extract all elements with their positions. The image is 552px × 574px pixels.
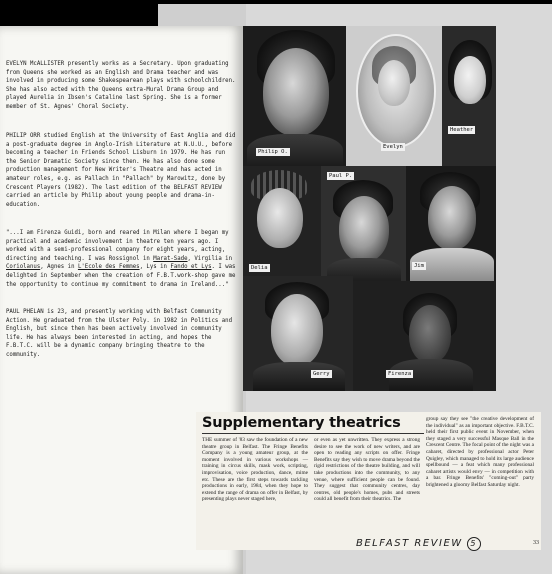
photo-evelyn [346, 26, 442, 166]
photo-label-evelyn: Evelyn [383, 144, 403, 150]
photo-jim [406, 166, 496, 281]
photo-firenza [353, 281, 496, 391]
play-title: Marat-Sade [153, 255, 188, 262]
bio-paul [6, 308, 238, 360]
photo-delia [243, 166, 321, 276]
title-rule [202, 433, 424, 434]
photo-heather [442, 26, 496, 166]
clipping-column-3-text: group say they see "the creative development of the individual" as an important objective. F.B.T.C. held their first public event in November, when they staged a very successful Masque Ball in the Crescent Centre. The focal point of the night was a cabaret, directed by professional actor Peter Quigley, which managed to hold its large audience spellbound — a feat which many professional cabaret artists would envy — in competition with a bar. Fringe Benefits' "coming-out" party brightened a gloomy Belfast Saturday night. [426, 416, 534, 488]
photo-label-philip: Philip O. [258, 149, 288, 155]
bio-evelyn-text: EVELYN McALLISTER presently works as a Secretary. Upon graduating from Queens she worked as an English and Drama teacher and was involved in producing some Shakespearean plays with schoolchildren. She has also acted with the Queens extra-Mural Drama Group and played Aurelia in Ibsen's Cataline last Spring. She is a former member of St. Agnes' Choral Society. [6, 61, 236, 110]
bio-firenza-part: , Virgilia in [187, 255, 233, 262]
bio-firenza-text [6, 229, 238, 289]
clipping-column-1-text: THE summer of '83 saw the foundation of a new theatre group in Belfast. The Fringe Benefits Company is a young amateur group, at the moment involved in various workshops — training in circus skills, mask work, scripting, improvisation, voice production, dance, mime etc. These are the first steps towards tackling productions in early, 1984, when they hope to extend the range of drama on offer in Belfast, by presenting plays never staged here, [202, 437, 308, 503]
bio-evelyn [6, 60, 238, 112]
photo-label-firenza: Firenza [388, 371, 412, 377]
clipping-column-2-text: or even as yet unwritten. They express a strong desire to see the work of new writers, and are open to reading any scripts on offer. Fringe Benefits say they wish to move drama beyond the rigid restrictions of the theatre building, and will take productions into the community, to any venue, where sufficient people can be found. They suggest that community centres, day centres, old people's homes, pubs and streets could all benefit from their theatrics. The [314, 437, 420, 503]
page-number: 33 [533, 540, 539, 546]
bio-firenza-part: "...I am Firenza Guidi, born and reared in Milan where I began my practical and academic involvement in theatre ten years ago. I worked with a semi-professional company for eight years, acting, directing and teaching. I was Rossignol in [6, 230, 229, 262]
clipping-column-1 [202, 437, 308, 503]
bio-philip [6, 132, 238, 209]
photo-gerry [243, 276, 353, 391]
photo-label-paul: Paul P. [329, 173, 353, 179]
newspaper-clipping [196, 412, 541, 550]
photo-label-gerry: Gerry [313, 371, 330, 377]
bio-firenza-part: , Agnes in [40, 264, 75, 271]
play-title: L'Ecole des Femmes [77, 264, 140, 271]
photo-label-jim: Jim [414, 263, 424, 269]
footer-text: BELFAST REVIEW [356, 538, 463, 549]
bio-paul-text: PAUL PHELAN is 23, and presently working with Belfast Community Action. He graduated from the Ulster Poly. in 1982 in Politics and English, but since then has been actively involved in community life. He has always been interested in acting, and hopes the F.B.T.C. will be a dynamic company bringing theatre to the community. [6, 309, 232, 358]
clipping-column-2 [314, 437, 420, 503]
photo-label-delia: Delia [251, 265, 268, 271]
clipping-column-3 [426, 416, 534, 489]
clipping-title: Supplementary theatrics [202, 415, 401, 431]
bio-firenza-part: , Lys in [139, 264, 167, 271]
handwritten-footer [356, 537, 481, 551]
photo-label-heather: Heather [450, 127, 474, 133]
issue-number: 5 [467, 537, 481, 551]
bio-firenza-part: . I was delighted in September when the creation of F.B.T.work-shop gave me the opportunity to continue my commitment to drama in Ireland..." [6, 264, 236, 288]
photo-philip [243, 26, 346, 166]
play-title: Fando et Lys [170, 264, 212, 271]
play-title: Coriolanus [6, 264, 41, 271]
photo-collage [243, 26, 496, 391]
photo-paul [321, 166, 406, 286]
bio-philip-text: PHILIP ORR studied English at the University of East Anglia and did a post-graduate degree in Anglo-Irish Literature at N.U.U., before becoming a teacher in Friends School Lisburn in 1979. He has run the Senior Dramatic Society since then. He has also done some production management for New Writer's Theatre and has acted in amateur roles, e.g. as Pallach in "Pallach" by Marowitz, done by Crescent Players (1982). The last edition of the BELFAST REVIEW carried an article by Philip about young people and drama-in-education. [6, 133, 236, 208]
bio-firenza [6, 229, 238, 289]
